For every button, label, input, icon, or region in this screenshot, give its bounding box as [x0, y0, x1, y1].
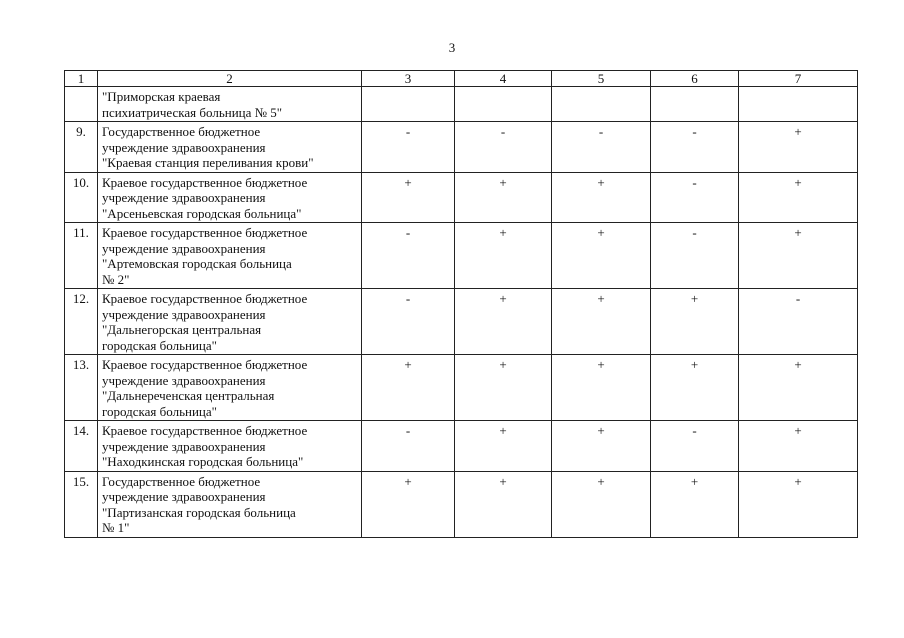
- institution-name-line: "Находкинская городская больница": [102, 454, 304, 469]
- table-row: [65, 87, 858, 122]
- institution-name-line: учреждение здравоохранения: [102, 190, 266, 205]
- row-number: 14.: [65, 421, 98, 472]
- header-cell: 1: [65, 71, 98, 87]
- row-number: 10.: [65, 172, 98, 223]
- institution-name-line: городская больница": [102, 403, 217, 419]
- table-row: [65, 289, 858, 355]
- row-number: 13.: [65, 355, 98, 421]
- value-cell: +: [552, 289, 651, 355]
- institution-name-line: "Краевая станция переливания крови": [102, 155, 314, 170]
- row-number: 15.: [65, 471, 98, 537]
- institution-name: [98, 87, 362, 122]
- value-cell: +: [552, 172, 651, 223]
- value-cell: +: [455, 355, 552, 421]
- value-cell: -: [362, 421, 455, 472]
- value-cell: +: [651, 289, 739, 355]
- institution-name: [98, 289, 362, 355]
- institution-name-line: Краевое государственное бюджетное: [102, 423, 308, 438]
- value-cell: [651, 87, 739, 122]
- institution-name-line: "Дальнегорская центральная: [102, 322, 262, 337]
- value-cell: -: [651, 223, 739, 289]
- institution-name: [98, 122, 362, 173]
- institution-name: [98, 421, 362, 472]
- value-cell: +: [651, 355, 739, 421]
- institution-name: [98, 355, 362, 421]
- institution-name-line: учреждение здравоохранения: [102, 438, 266, 454]
- institution-name-line: "Артемовская городская больница: [102, 256, 292, 271]
- institution-name-line: № 2": [102, 271, 130, 287]
- institution-name-line: "Арсеньевская городская больница": [102, 205, 302, 221]
- value-cell: +: [455, 471, 552, 537]
- value-cell: +: [552, 421, 651, 472]
- value-cell: -: [651, 421, 739, 472]
- value-cell: [739, 87, 858, 122]
- value-cell: +: [739, 122, 858, 173]
- value-cell: +: [552, 471, 651, 537]
- value-cell: +: [552, 355, 651, 421]
- institution-name-line: Краевое государственное бюджетное: [102, 357, 308, 372]
- institution-name-line: городская больница": [102, 337, 217, 353]
- page-number: 3: [448, 40, 456, 55]
- institution-name: [98, 471, 362, 537]
- value-cell: [362, 87, 455, 122]
- institution-name-line: "Партизанская городская больница: [102, 504, 296, 520]
- value-cell: -: [739, 289, 858, 355]
- header-cell: 5: [552, 71, 651, 87]
- value-cell: +: [362, 355, 455, 421]
- table-row: [65, 223, 858, 289]
- value-cell: -: [651, 172, 739, 223]
- value-cell: -: [552, 122, 651, 173]
- institution-name-line: Краевое государственное бюджетное: [102, 225, 308, 240]
- institution-name-line: учреждение здравоохранения: [102, 372, 266, 388]
- value-cell: -: [455, 122, 552, 173]
- value-cell: +: [739, 471, 858, 537]
- value-cell: +: [362, 471, 455, 537]
- institution-name: [98, 223, 362, 289]
- institution-name: [98, 172, 362, 223]
- institutions-table: [64, 70, 858, 538]
- value-cell: +: [455, 172, 552, 223]
- row-number: 9.: [65, 122, 98, 173]
- institution-name-line: Краевое государственное бюджетное: [102, 291, 308, 306]
- value-cell: -: [362, 289, 455, 355]
- table-header-row: [65, 71, 858, 87]
- institution-name-line: Краевое государственное бюджетное: [102, 174, 308, 190]
- table-row: [65, 172, 858, 223]
- institution-name-line: № 1": [102, 520, 130, 535]
- value-cell: +: [362, 172, 455, 223]
- value-cell: -: [362, 223, 455, 289]
- value-cell: +: [739, 223, 858, 289]
- institution-name-line: Государственное бюджетное: [102, 473, 261, 489]
- institution-name-line: психиатрическая больница № 5": [102, 104, 283, 120]
- row-number: 12.: [65, 289, 98, 355]
- institution-name-line: учреждение здравоохранения: [102, 240, 266, 256]
- header-cell: 4: [455, 71, 552, 87]
- table-row: [65, 355, 858, 421]
- table-row: [65, 471, 858, 537]
- institution-name-line: учреждение здравоохранения: [102, 306, 266, 322]
- header-cell: 3: [362, 71, 455, 87]
- value-cell: +: [552, 223, 651, 289]
- table-row: [65, 421, 858, 472]
- institution-name-line: учреждение здравоохранения: [102, 139, 266, 155]
- value-cell: -: [651, 122, 739, 173]
- institution-name-line: учреждение здравоохранения: [102, 489, 266, 504]
- table-row: [65, 122, 858, 173]
- row-number: [65, 87, 98, 122]
- value-cell: +: [739, 172, 858, 223]
- header-cell: 6: [651, 71, 739, 87]
- institution-name-line: "Приморская краевая: [102, 89, 221, 104]
- value-cell: +: [455, 223, 552, 289]
- value-cell: -: [362, 122, 455, 173]
- header-cell: 2: [98, 71, 362, 87]
- value-cell: +: [651, 471, 739, 537]
- value-cell: [455, 87, 552, 122]
- institution-name-line: Государственное бюджетное: [102, 124, 261, 139]
- value-cell: +: [739, 355, 858, 421]
- value-cell: +: [739, 421, 858, 472]
- institution-name-line: "Дальнереченская центральная: [102, 388, 275, 403]
- header-cell: 7: [739, 71, 858, 87]
- row-number: 11.: [65, 223, 98, 289]
- value-cell: +: [455, 289, 552, 355]
- value-cell: [552, 87, 651, 122]
- value-cell: +: [455, 421, 552, 472]
